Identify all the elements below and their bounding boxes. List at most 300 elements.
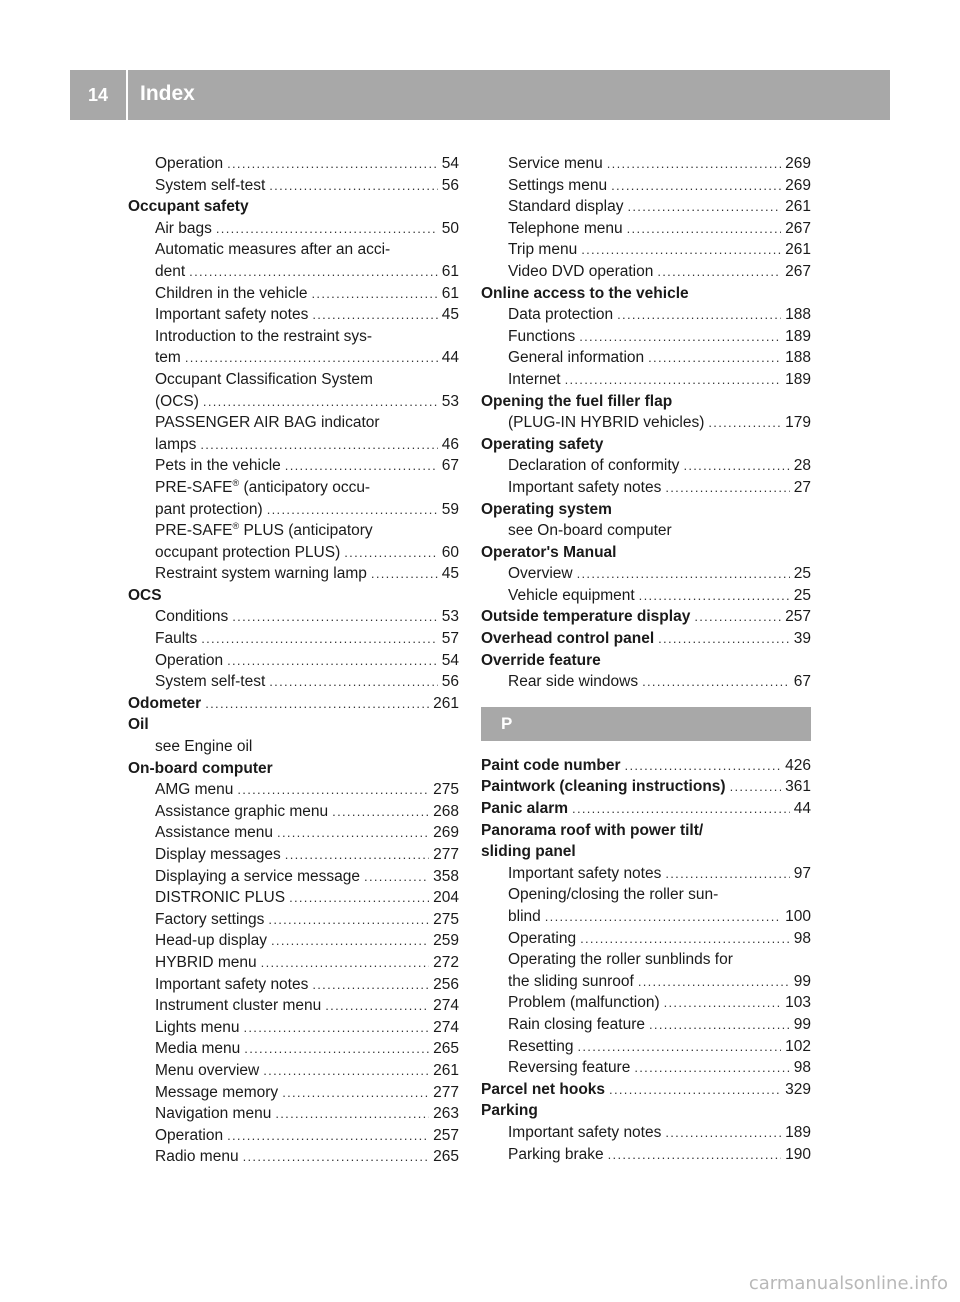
dot-leader bbox=[611, 175, 781, 197]
index-entry bbox=[481, 347, 811, 369]
page-reference: 46 bbox=[441, 435, 459, 453]
entry-text: Operation bbox=[155, 651, 224, 669]
index-heading bbox=[128, 693, 459, 715]
entry-text: Panic alarm bbox=[481, 800, 569, 818]
index-entry bbox=[128, 1146, 459, 1168]
entry-text: Parking brake bbox=[508, 1145, 604, 1163]
entry-text: PASSENGER AIR BAG indicator bbox=[155, 414, 380, 432]
index-column-left bbox=[128, 153, 459, 1168]
index-entry bbox=[128, 995, 459, 1017]
dot-leader bbox=[607, 153, 781, 175]
page-reference: 329 bbox=[785, 1080, 811, 1098]
page-reference: 67 bbox=[441, 457, 459, 475]
index-entry bbox=[481, 239, 811, 261]
page-reference: 277 bbox=[433, 1083, 459, 1101]
index-entry bbox=[128, 391, 459, 413]
index-heading bbox=[481, 391, 811, 413]
dot-leader bbox=[227, 1125, 429, 1147]
index-entry bbox=[481, 906, 811, 928]
entry-text: tem bbox=[155, 349, 181, 367]
entry-text: pant protection) bbox=[155, 500, 263, 518]
page-reference: 44 bbox=[441, 349, 459, 367]
entry-text: Parcel net hooks bbox=[481, 1080, 606, 1098]
page-reference: 53 bbox=[441, 392, 459, 410]
entry-text: Overhead control panel bbox=[481, 630, 655, 648]
entry-text: Important safety notes bbox=[508, 1123, 662, 1141]
page-reference: 44 bbox=[793, 800, 811, 818]
page-reference: 265 bbox=[433, 1148, 459, 1166]
entry-text: Oil bbox=[128, 716, 149, 734]
entry-text: Faults bbox=[155, 630, 198, 648]
dot-leader bbox=[332, 801, 429, 823]
entry-text: Important safety notes bbox=[508, 478, 662, 496]
index-entry bbox=[481, 928, 811, 950]
entry-text: see Engine oil bbox=[155, 738, 253, 756]
entry-text: Reversing feature bbox=[508, 1059, 631, 1077]
entry-text: Display messages bbox=[155, 846, 281, 863]
entry-text: Important safety notes bbox=[508, 864, 662, 882]
entry-text: the sliding sunroof bbox=[508, 972, 634, 990]
entry-text: Declaration of conformity bbox=[508, 457, 680, 475]
entry-text: Paintwork (cleaning instructions) bbox=[481, 778, 726, 796]
index-entry bbox=[128, 434, 459, 456]
index-entry bbox=[128, 736, 459, 758]
index-entry bbox=[481, 863, 811, 885]
dot-leader bbox=[648, 347, 781, 369]
page-reference: 54 bbox=[441, 155, 459, 172]
dot-leader bbox=[205, 693, 429, 715]
dot-leader bbox=[579, 326, 781, 348]
entry-text: Occupant Classification System bbox=[155, 370, 373, 388]
index-entry bbox=[481, 992, 811, 1014]
entry-text: Occupant safety bbox=[128, 198, 249, 216]
entry-text bbox=[155, 477, 370, 499]
index-entry bbox=[481, 455, 811, 477]
index-entry bbox=[128, 175, 459, 197]
index-entry bbox=[481, 218, 811, 240]
page-reference: 426 bbox=[785, 756, 811, 774]
index-entry bbox=[481, 153, 811, 175]
page-reference: 56 bbox=[441, 673, 459, 691]
index-entry bbox=[481, 304, 811, 326]
entry-text: Message memory bbox=[155, 1083, 279, 1101]
page-reference: 204 bbox=[433, 889, 459, 907]
entry-text: Conditions bbox=[155, 608, 229, 626]
page-reference: 100 bbox=[785, 908, 811, 925]
entry-text: Trip menu bbox=[508, 241, 578, 259]
dot-leader bbox=[565, 369, 782, 391]
page-reference: 103 bbox=[785, 994, 811, 1012]
section-letter-bar bbox=[481, 707, 811, 741]
entry-text: Assistance menu bbox=[155, 824, 274, 842]
index-entry bbox=[128, 628, 459, 650]
dot-leader bbox=[243, 1017, 429, 1039]
index-entry bbox=[481, 175, 811, 197]
page-reference: 189 bbox=[785, 327, 811, 345]
dot-leader bbox=[282, 1082, 429, 1104]
page-reference: 61 bbox=[441, 262, 459, 280]
entry-text: DISTRONIC PLUS bbox=[155, 889, 286, 907]
entry-text: Important safety notes bbox=[155, 306, 309, 324]
dot-leader bbox=[658, 628, 790, 650]
entry-text bbox=[155, 520, 373, 542]
page-reference: 257 bbox=[785, 608, 811, 626]
entry-text: Internet bbox=[508, 370, 561, 388]
dot-leader bbox=[289, 887, 429, 909]
entry-text: Outside temperature display bbox=[481, 608, 691, 626]
index-entry bbox=[128, 239, 459, 261]
page-reference: 50 bbox=[441, 219, 459, 237]
index-entry bbox=[128, 801, 459, 823]
dot-leader bbox=[203, 391, 438, 413]
index-entry bbox=[128, 304, 459, 326]
page-reference: 358 bbox=[433, 867, 459, 885]
entry-text: Operating bbox=[508, 929, 577, 947]
entry-text: Service menu bbox=[508, 155, 603, 172]
entry-text: Video DVD operation bbox=[508, 262, 654, 280]
index-entry bbox=[128, 153, 459, 175]
dot-leader bbox=[657, 261, 781, 283]
page-reference: 67 bbox=[793, 673, 811, 691]
entry-text: AMG menu bbox=[155, 781, 234, 799]
dot-leader bbox=[580, 928, 790, 950]
dot-leader bbox=[232, 606, 438, 628]
index-entry bbox=[128, 477, 459, 499]
index-entry bbox=[128, 347, 459, 369]
dot-leader bbox=[269, 671, 438, 693]
index-entry bbox=[481, 477, 811, 499]
dot-leader bbox=[634, 1057, 789, 1079]
page-reference: 45 bbox=[441, 565, 459, 583]
dot-leader bbox=[649, 1014, 790, 1036]
index-entry bbox=[128, 671, 459, 693]
entry-text: Navigation menu bbox=[155, 1105, 272, 1123]
page-reference: 59 bbox=[441, 500, 459, 518]
entry-text: Telephone menu bbox=[508, 219, 623, 237]
index-heading bbox=[481, 841, 811, 863]
dot-leader bbox=[267, 499, 438, 521]
entry-text: Operating system bbox=[481, 500, 612, 518]
index-column-right bbox=[481, 153, 811, 1165]
index-heading bbox=[481, 606, 811, 628]
entry-text: Opening/closing the roller sun- bbox=[508, 886, 719, 904]
page-reference: 274 bbox=[433, 1018, 459, 1036]
page-reference: 274 bbox=[433, 997, 459, 1015]
page-reference: 361 bbox=[785, 778, 811, 796]
entry-text: Children in the vehicle bbox=[155, 284, 308, 302]
dot-leader bbox=[277, 822, 429, 844]
index-entry bbox=[481, 671, 811, 693]
dot-leader bbox=[243, 1146, 430, 1168]
page-reference: 269 bbox=[785, 155, 811, 172]
page-header bbox=[70, 70, 890, 120]
entry-text: Functions bbox=[508, 327, 576, 345]
dot-leader bbox=[285, 455, 438, 477]
dot-leader bbox=[263, 1060, 429, 1082]
page-reference: 267 bbox=[785, 262, 811, 280]
entry-text: Operator's Manual bbox=[481, 543, 617, 561]
entry-text: General information bbox=[508, 349, 645, 367]
page-reference: 267 bbox=[785, 219, 811, 237]
index-entry bbox=[128, 909, 459, 931]
index-heading bbox=[481, 1079, 811, 1101]
index-entry bbox=[128, 1060, 459, 1082]
entry-text: Rain closing feature bbox=[508, 1015, 645, 1033]
index-entry bbox=[128, 822, 459, 844]
entry-text: Lights menu bbox=[155, 1018, 240, 1036]
entry-text: OCS bbox=[128, 586, 162, 604]
dot-leader bbox=[617, 304, 781, 326]
entry-text: Pets in the vehicle bbox=[155, 457, 281, 475]
dot-leader bbox=[665, 863, 789, 885]
index-entry bbox=[128, 779, 459, 801]
page-reference: 189 bbox=[785, 1123, 811, 1141]
index-entry bbox=[481, 412, 811, 434]
page-number: 14 bbox=[87, 85, 109, 105]
entry-text: Instrument cluster menu bbox=[155, 997, 322, 1015]
index-entry bbox=[128, 218, 459, 240]
dot-leader bbox=[227, 650, 438, 672]
dot-leader bbox=[200, 434, 437, 456]
dot-leader bbox=[638, 971, 790, 993]
index-entry bbox=[128, 326, 459, 348]
index-heading bbox=[128, 585, 459, 607]
index-entry bbox=[128, 455, 459, 477]
dot-leader bbox=[271, 930, 429, 952]
index-heading bbox=[128, 196, 459, 218]
index-entry bbox=[128, 1038, 459, 1060]
entry-text: Resetting bbox=[508, 1037, 574, 1055]
entry-text: Vehicle equipment bbox=[508, 586, 635, 604]
index-entry bbox=[481, 1014, 811, 1036]
entry-text: Parking bbox=[481, 1102, 538, 1120]
entry-text-part: PRE-SAFE bbox=[155, 478, 233, 496]
entry-text: Data protection bbox=[508, 306, 614, 324]
index-entry bbox=[481, 261, 811, 283]
page-reference: 98 bbox=[793, 929, 811, 947]
entry-text: Problem (malfunction) bbox=[508, 994, 660, 1012]
index-heading bbox=[481, 650, 811, 672]
index-entry bbox=[128, 369, 459, 391]
dot-leader bbox=[581, 239, 781, 261]
index-entry bbox=[128, 866, 459, 888]
index-entry bbox=[128, 283, 459, 305]
index-entry bbox=[128, 1125, 459, 1147]
entry-text: Displaying a service message bbox=[155, 867, 361, 885]
index-entry bbox=[128, 499, 459, 521]
index-entry bbox=[481, 949, 811, 971]
entry-text: Paint code number bbox=[481, 756, 621, 774]
section-letter: P bbox=[501, 713, 513, 733]
entry-text: Overview bbox=[508, 565, 573, 583]
page-reference: 28 bbox=[793, 457, 811, 475]
page-reference: 61 bbox=[441, 284, 459, 302]
index-heading bbox=[481, 499, 811, 521]
page-reference: 27 bbox=[793, 478, 811, 496]
dot-leader bbox=[261, 952, 429, 974]
page-reference: 256 bbox=[433, 975, 459, 993]
entry-text: Rear side windows bbox=[508, 673, 639, 691]
dot-leader bbox=[625, 755, 782, 777]
entry-text: Standard display bbox=[508, 198, 624, 216]
entry-text: Introduction to the restraint sys- bbox=[155, 327, 373, 345]
index-heading bbox=[481, 755, 811, 777]
index-entry bbox=[128, 844, 459, 866]
index-heading bbox=[481, 1100, 811, 1122]
entry-text: Settings menu bbox=[508, 176, 608, 194]
index-entry bbox=[481, 196, 811, 218]
entry-text: Operation bbox=[155, 1126, 224, 1144]
index-entry bbox=[128, 563, 459, 585]
dot-leader bbox=[237, 779, 429, 801]
dot-leader bbox=[665, 477, 789, 499]
dot-leader bbox=[312, 974, 429, 996]
index-entry bbox=[128, 650, 459, 672]
page-reference: 188 bbox=[785, 349, 811, 367]
entry-text: Odometer bbox=[128, 694, 202, 712]
index-entry bbox=[128, 1082, 459, 1104]
entry-text: System self-test bbox=[155, 673, 266, 691]
header-divider bbox=[126, 70, 128, 120]
page-reference: 25 bbox=[793, 586, 811, 604]
entry-text: occupant protection PLUS) bbox=[155, 543, 341, 561]
page-reference: 259 bbox=[433, 932, 459, 950]
index-heading bbox=[481, 820, 811, 842]
index-entry bbox=[481, 1036, 811, 1058]
dot-leader bbox=[577, 1036, 781, 1058]
page-reference: 39 bbox=[793, 630, 811, 648]
dot-leader bbox=[269, 175, 438, 197]
page-reference: 98 bbox=[793, 1059, 811, 1077]
index-heading bbox=[481, 434, 811, 456]
index-entry bbox=[128, 520, 459, 542]
index-entry bbox=[128, 974, 459, 996]
dot-leader bbox=[577, 563, 790, 585]
dot-leader bbox=[185, 347, 438, 369]
index-entry bbox=[481, 326, 811, 348]
entry-text: blind bbox=[508, 908, 541, 925]
entry-text: Opening the fuel filler flap bbox=[481, 392, 673, 410]
index-entry bbox=[481, 1144, 811, 1166]
page-reference: 99 bbox=[793, 1015, 811, 1033]
page-reference: 261 bbox=[785, 241, 811, 259]
dot-leader bbox=[371, 563, 438, 585]
entry-text: (PLUG-IN HYBRID vehicles) bbox=[508, 414, 705, 432]
page-reference: 263 bbox=[433, 1105, 459, 1123]
page-reference: 257 bbox=[433, 1126, 459, 1144]
page-reference: 261 bbox=[785, 198, 811, 216]
entry-text-part: PLUS (anticipatory bbox=[239, 522, 373, 540]
dot-leader bbox=[325, 995, 429, 1017]
page-reference: 25 bbox=[793, 565, 811, 583]
index-entry bbox=[481, 520, 811, 542]
dot-leader bbox=[730, 776, 782, 798]
index-entry bbox=[481, 971, 811, 993]
index-entry bbox=[128, 930, 459, 952]
entry-text: Panorama roof with power tilt/ bbox=[481, 821, 704, 839]
index-entry bbox=[128, 412, 459, 434]
entry-text: Important safety notes bbox=[155, 975, 309, 993]
page-reference: 97 bbox=[793, 864, 811, 882]
page-reference: 269 bbox=[433, 824, 459, 842]
dot-leader bbox=[275, 1103, 429, 1125]
page-reference: 99 bbox=[793, 972, 811, 990]
page-reference: 265 bbox=[433, 1040, 459, 1058]
page-reference: 272 bbox=[433, 953, 459, 971]
page-reference: 275 bbox=[433, 781, 459, 799]
page-title: Index bbox=[140, 82, 195, 105]
entry-text: Air bags bbox=[155, 219, 212, 237]
dot-leader bbox=[694, 606, 781, 628]
dot-leader bbox=[201, 628, 438, 650]
index-entry bbox=[128, 261, 459, 283]
dot-leader bbox=[268, 909, 429, 931]
page-reference: 57 bbox=[441, 630, 459, 648]
index-entry bbox=[128, 606, 459, 628]
dot-leader bbox=[627, 218, 782, 240]
registered-mark: ® bbox=[232, 477, 240, 488]
watermark: carmanualsonline.info bbox=[748, 1273, 948, 1294]
index-heading bbox=[481, 283, 811, 305]
entry-text: Restraint system warning lamp bbox=[155, 565, 367, 583]
page-reference: 189 bbox=[785, 370, 811, 388]
index-entry bbox=[481, 1122, 811, 1144]
dot-leader bbox=[344, 542, 438, 564]
entry-text: Assistance graphic menu bbox=[155, 802, 329, 820]
page-reference: 261 bbox=[433, 694, 459, 712]
entry-text: Head-up display bbox=[155, 932, 268, 950]
dot-leader bbox=[244, 1038, 429, 1060]
index-entry bbox=[481, 563, 811, 585]
page-reference: 190 bbox=[785, 1145, 811, 1163]
dot-leader bbox=[312, 304, 437, 326]
dot-leader bbox=[545, 906, 781, 928]
entry-text: sliding panel bbox=[481, 843, 576, 861]
entry-text: System self-test bbox=[155, 176, 266, 194]
dot-leader bbox=[639, 585, 790, 607]
index-heading bbox=[481, 628, 811, 650]
index-entry bbox=[128, 1017, 459, 1039]
dot-leader bbox=[364, 866, 429, 888]
entry-text: Operating the roller sunblinds for bbox=[508, 951, 733, 969]
dot-leader bbox=[683, 455, 789, 477]
index-heading bbox=[128, 758, 459, 780]
index-heading bbox=[128, 714, 459, 736]
dot-leader bbox=[627, 196, 781, 218]
page-reference: 275 bbox=[433, 910, 459, 928]
page-reference: 179 bbox=[785, 414, 811, 432]
entry-text: Factory settings bbox=[155, 910, 265, 928]
dot-leader bbox=[216, 218, 438, 240]
entry-text: see On-board computer bbox=[508, 522, 672, 540]
index-entry bbox=[128, 887, 459, 909]
registered-mark: ® bbox=[232, 520, 240, 531]
dot-leader bbox=[664, 992, 782, 1014]
page-reference: 102 bbox=[785, 1037, 811, 1055]
dot-leader bbox=[665, 1122, 781, 1144]
entry-text-part: (anticipatory occu- bbox=[239, 478, 371, 496]
entry-text: Menu overview bbox=[155, 1061, 260, 1079]
index-entry bbox=[128, 1103, 459, 1125]
dot-leader bbox=[642, 671, 790, 693]
index-entry bbox=[128, 542, 459, 564]
dot-leader bbox=[608, 1144, 781, 1166]
entry-text: lamps bbox=[155, 435, 197, 453]
page-reference: 268 bbox=[433, 802, 459, 820]
entry-text: Online access to the vehicle bbox=[481, 284, 689, 302]
page-reference: 45 bbox=[441, 306, 459, 324]
dot-leader bbox=[312, 283, 438, 305]
